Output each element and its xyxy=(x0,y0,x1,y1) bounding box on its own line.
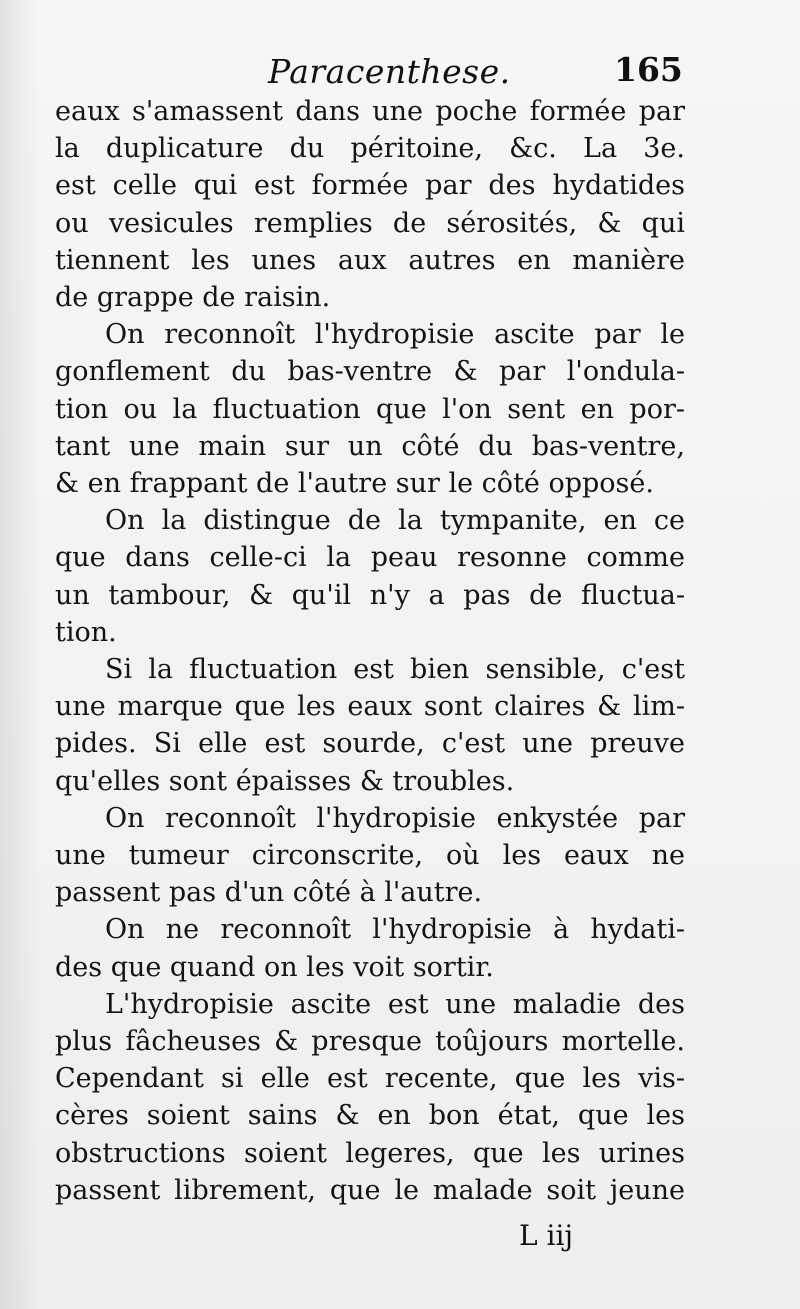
text-line: gonflement du bas-ventre & par l'ondula- xyxy=(55,356,685,388)
text-line: tant une main sur un côté du bas-ventre, xyxy=(55,430,685,462)
text-line: cères soient sains & en bon état, que les xyxy=(55,1100,685,1132)
text-line: & en frappant de l'autre sur le côté opposé. xyxy=(55,468,654,500)
text-line: tion. xyxy=(55,616,117,648)
text-line: pides. Si elle est sourde, c'est une preuve xyxy=(55,728,685,760)
text-line: On reconnoît l'hydropisie enkystée par xyxy=(105,802,685,834)
page-body-text xyxy=(55,93,685,1209)
text-line: L'hydropisie ascite est une maladie des xyxy=(105,988,685,1020)
text-line: passent librement, que le malade soit jeune xyxy=(55,1174,685,1206)
text-line: On ne reconnoît l'hydropisie à hydati- xyxy=(105,914,685,946)
text-line: Cependant si elle est recente, que les vis- xyxy=(55,1063,685,1095)
text-line: plus fâcheuses & presque toûjours mortelle. xyxy=(55,1026,685,1058)
text-line: passent pas d'un côté à l'autre. xyxy=(55,877,483,909)
text-line: est celle qui est formée par des hydatides xyxy=(55,170,685,202)
text-line: tion ou la fluctuation que l'on sent en por- xyxy=(55,393,685,425)
text-line: tiennent les unes aux autres en manière xyxy=(55,244,685,276)
page-gutter-shadow xyxy=(0,0,40,1309)
text-line: obstructions soient legeres, que les urines xyxy=(55,1137,685,1169)
running-head: Paracenthese. xyxy=(268,52,511,91)
text-line: la duplicature du péritoine, &c. La 3e. xyxy=(55,133,685,165)
text-line: On la distingue de la tympanite, en ce xyxy=(105,505,685,537)
printer-signature: L iij xyxy=(519,1219,574,1252)
text-line: une tumeur circonscrite, où les eaux ne xyxy=(55,840,685,872)
text-line: On reconnoît l'hydropisie ascite par le xyxy=(105,319,685,351)
text-line: un tambour, & qu'il n'y a pas de fluctua- xyxy=(55,579,685,611)
text-line: une marque que les eaux sont claires & lim- xyxy=(55,691,685,723)
text-line: eaux s'amassent dans une poche formée par xyxy=(55,96,685,127)
text-line: qu'elles sont épaisses & troubles. xyxy=(55,765,515,797)
text-line: des que quand on les voit sortir. xyxy=(55,951,494,983)
page-number: 165 xyxy=(614,50,683,89)
text-line: Si la fluctuation est bien sensible, c'est xyxy=(105,654,685,686)
text-line: de grappe de raisin. xyxy=(55,282,331,314)
text-line: ou vesicules remplies de sérosités, & qui xyxy=(55,207,685,239)
text-line: que dans celle-ci la peau resonne comme xyxy=(55,542,685,574)
